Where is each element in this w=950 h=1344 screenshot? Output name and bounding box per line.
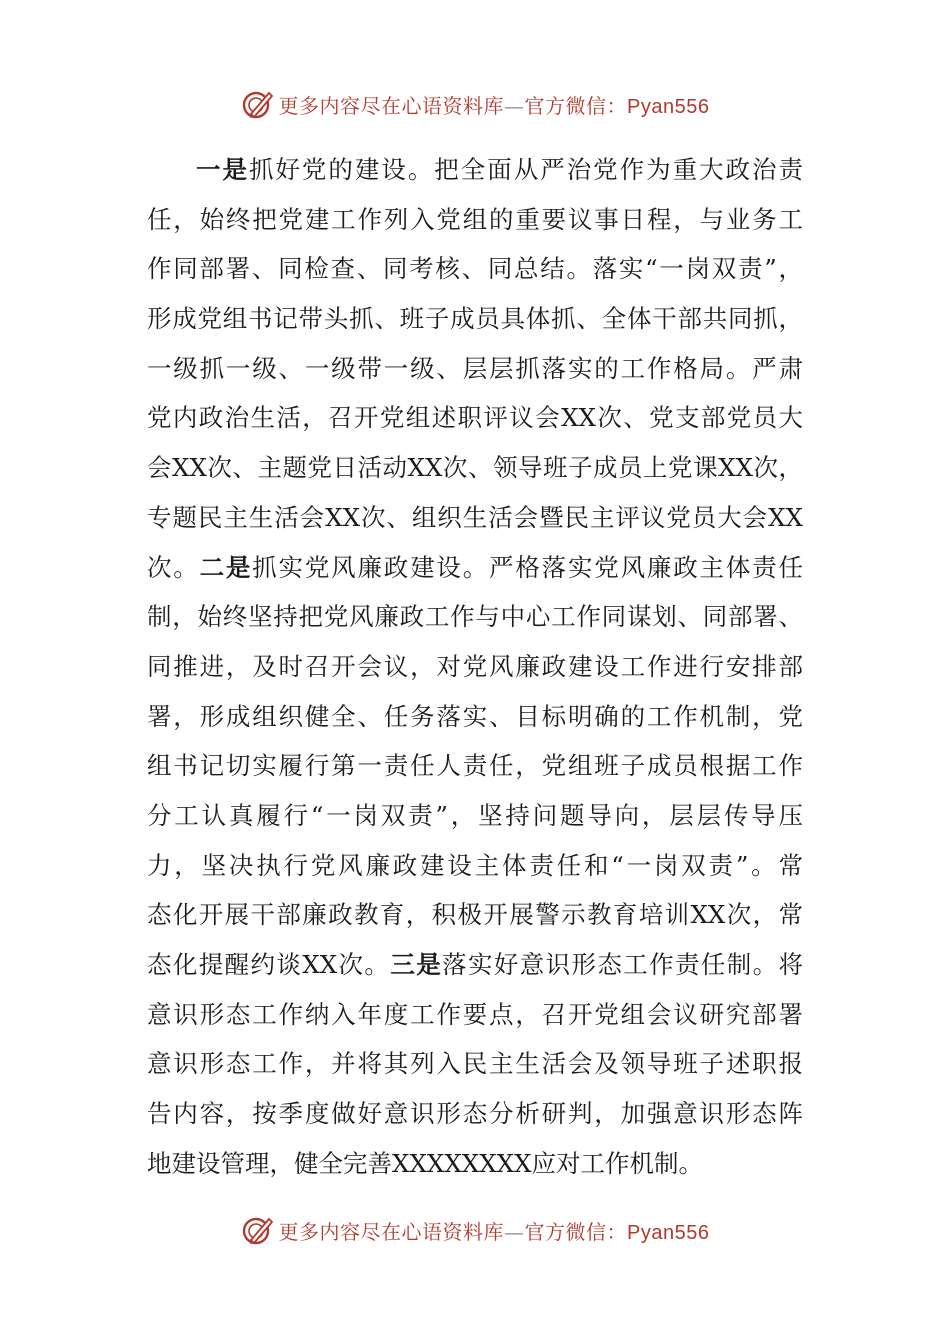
header-watermark-banner: [0, 84, 950, 124]
line-prefix: 态化提醒约谈XX次。: [147, 950, 391, 979]
section-keyword: 一是: [196, 155, 249, 184]
text-line: [147, 393, 803, 443]
line-text: 意识形态工作，并将其列入民主生活会及领导班子述职报: [147, 1049, 803, 1079]
watermark-dash: —: [504, 93, 525, 118]
text-line: [147, 344, 803, 394]
text-line: [147, 1089, 803, 1139]
text-line: [147, 244, 803, 294]
line-text: 组书记切实履行第一责任人责任，党组班子成员根据工作: [147, 751, 803, 781]
line-text: 地建设管理，健全完善XXXXXXXX应对工作机制。: [147, 1148, 704, 1178]
section-keyword: 二是: [199, 552, 253, 582]
line-text: 会XX次、主题党日活动XX次、领导班子成员上党课XX次，: [147, 453, 803, 483]
line-text: 形成党组书记带头抓、班子成员具体抓、全体干部共同抓，: [147, 304, 803, 334]
line-text: 力，坚决执行党风廉政建设主体责任和“一岗双责”。常: [147, 850, 803, 880]
text-line: [147, 940, 803, 990]
footer-watermark-banner: [0, 1210, 950, 1250]
pen-swirl-logo-icon: [241, 1213, 275, 1247]
watermark-dash: —: [504, 1219, 525, 1244]
text-line: [147, 195, 803, 245]
watermark-site-text: 更多内容尽在心语资料库: [278, 93, 505, 118]
line-prefix: 次。: [147, 552, 200, 582]
text-line: [147, 791, 803, 841]
watermark-wechat-id: Pyan556: [627, 95, 710, 118]
text-line: [147, 841, 803, 891]
text-line: [147, 990, 803, 1040]
line-text: 态化开展干部廉政教育，积极开展警示教育培训XX次，常: [147, 900, 803, 930]
line-text: 专题民主生活会XX次、组织生活会暨民主评议党员大会XX: [147, 502, 803, 532]
line-text: 署，形成组织健全、任务落实、目标明确的工作机制，党: [147, 701, 803, 731]
watermark-site-text: 更多内容尽在心语资料库: [278, 1219, 505, 1244]
line-text: 落实好意识形态工作责任制。将: [442, 950, 804, 979]
watermark-wechat-id: Pyan556: [627, 1221, 710, 1244]
pen-swirl-logo-icon: [241, 87, 275, 121]
text-line: [147, 443, 803, 493]
document-body: [147, 145, 803, 1188]
line-text: 任，始终把党建工作列入党组的重要议事日程，与业务工: [147, 204, 803, 234]
line-text: 抓好党的建设。把全面从严治党作为重大政治责: [248, 155, 804, 184]
text-line: [147, 890, 803, 940]
watermark-text: [279, 1216, 710, 1245]
line-text: 告内容，按季度做好意识形态分析研判，加强意识形态阵: [147, 1099, 803, 1129]
section-keyword: 三是: [390, 950, 443, 979]
text-line: [147, 1139, 803, 1189]
line-text: 党内政治生活，召开党组述职评议会XX次、党支部党员大: [147, 403, 803, 433]
line-text: 同推进，及时召开会议，对党风廉政建设工作进行安排部: [147, 651, 803, 681]
line-text: 意识形态工作纳入年度工作要点，召开党组会议研究部署: [147, 999, 803, 1029]
line-text: 制，始终坚持把党风廉政工作与中心工作同谋划、同部署、: [147, 602, 803, 632]
text-line: [147, 145, 803, 195]
watermark-text: [279, 90, 710, 119]
line-text: 抓实党风廉政建设。严格落实党风廉政主体责任: [252, 552, 803, 582]
text-line: [147, 692, 803, 742]
watermark-wechat-label: 官方微信：: [524, 93, 628, 118]
text-line: [147, 543, 803, 593]
text-line: [147, 741, 803, 791]
text-line: [147, 592, 803, 642]
line-text: 一级抓一级、一级带一级、层层抓落实的工作格局。严肃: [147, 353, 803, 383]
text-line: [147, 493, 803, 543]
text-line: [147, 294, 803, 344]
line-text: 作同部署、同检查、同考核、同总结。落实“一岗双责”，: [147, 254, 803, 284]
text-line: [147, 642, 803, 692]
line-text: 分工认真履行“一岗双责”，坚持问题导向，层层传导压: [147, 800, 803, 830]
watermark-wechat-label: 官方微信：: [524, 1219, 628, 1244]
text-line: [147, 1039, 803, 1089]
